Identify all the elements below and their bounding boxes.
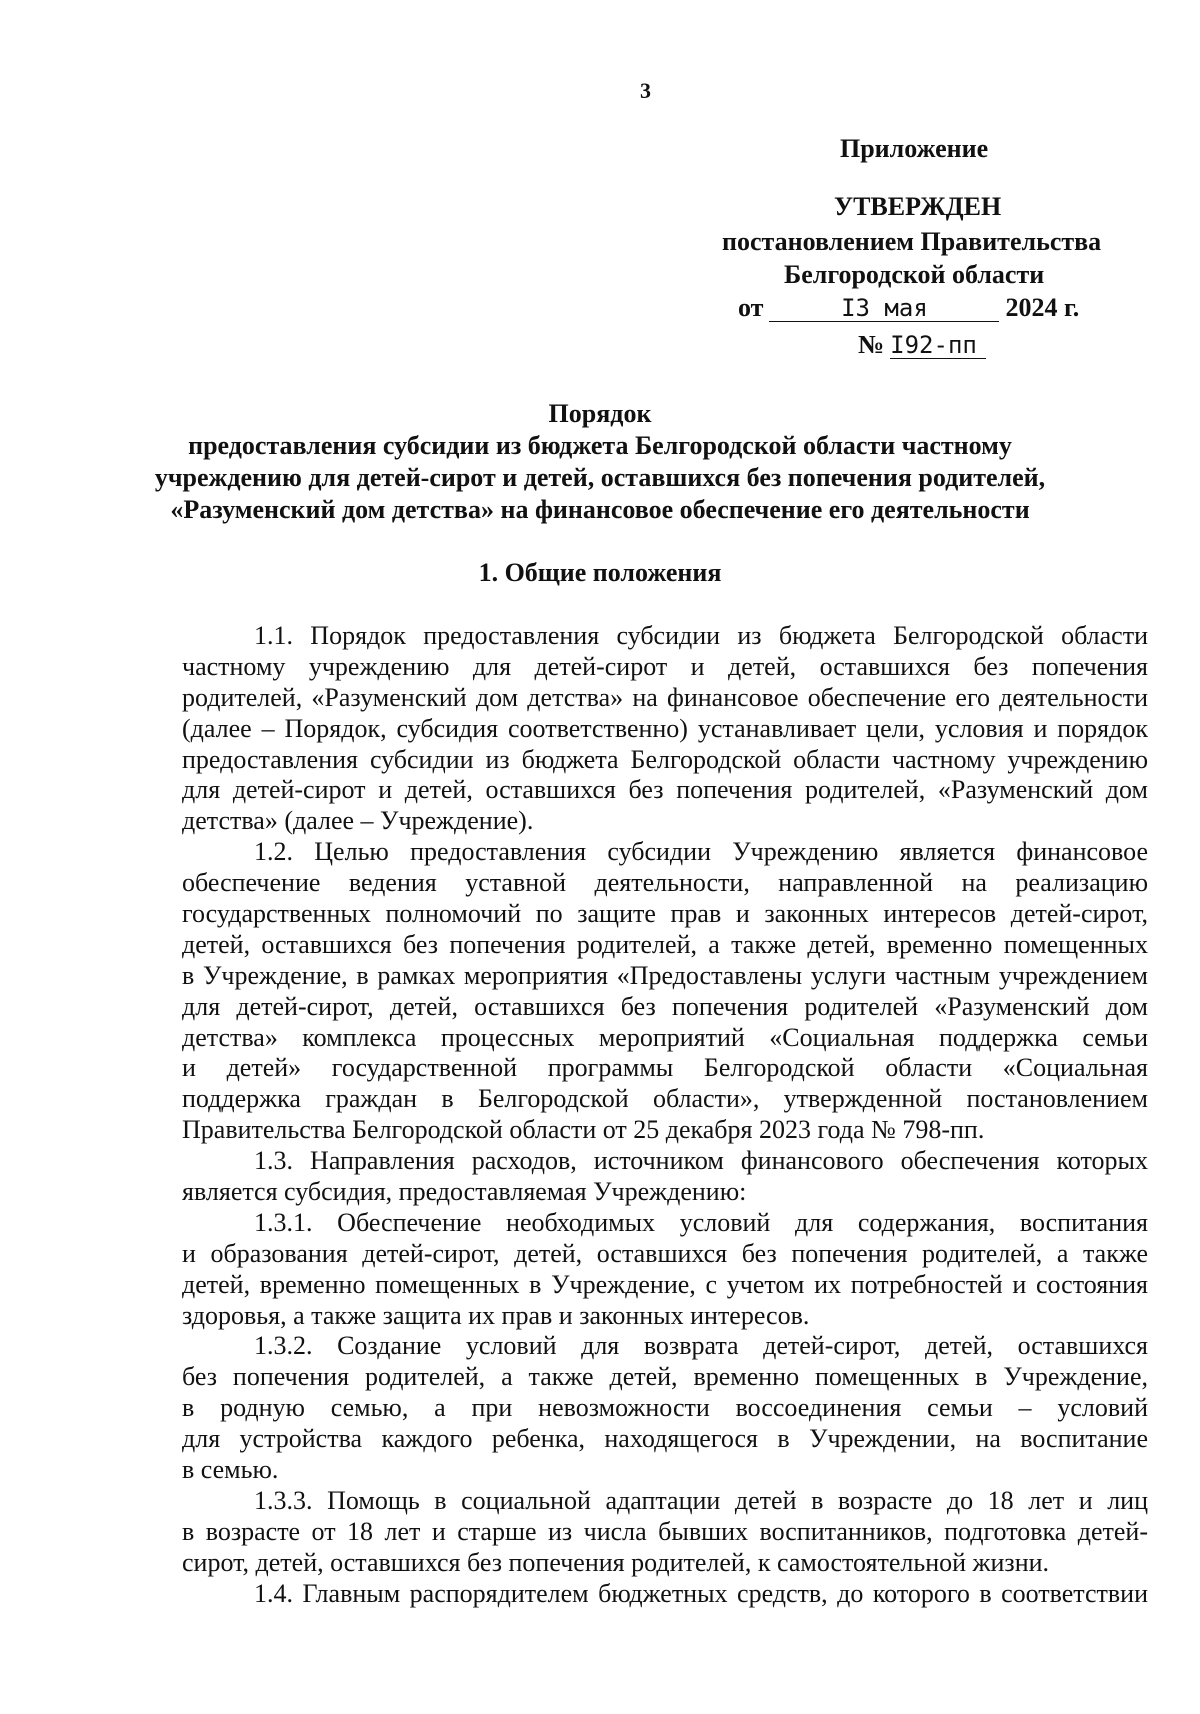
- body-line: детства» (далее – Учреждение).: [182, 806, 534, 836]
- body-line: в родную семью, а при невозможности воссоединения семьи – условий: [182, 1393, 1148, 1423]
- approval-number-row: [858, 330, 986, 360]
- body-line: Правительства Белгородской области от 25 декабря 2023 года № 798-пп.: [182, 1115, 985, 1145]
- body-line: для детей-сирот и детей, оставшихся без попечения родителей, «Разуменский дом: [182, 775, 1148, 805]
- body-line: в Учреждение, в рамках мероприятия «Предоставлены услуги частным учреждением: [182, 960, 1148, 990]
- title-line-2: предоставления субсидии из бюджета Белгородской области частному: [188, 431, 1012, 460]
- body-line: 1.3.3. Помощь в социальной адаптации детей в возрасте до 18 лет и лиц: [254, 1485, 1148, 1515]
- body-line: здоровья, а также защита их прав и законных интересов.: [182, 1300, 810, 1330]
- date-prefix: от: [738, 293, 764, 322]
- number-value: I92-пп: [890, 332, 986, 359]
- document-title: [150, 398, 1050, 526]
- body-line: обеспечение ведения уставной деятельности, направленной на реализацию: [182, 868, 1148, 898]
- body-line: 1.4. Главным распорядителем бюджетных средств, до которого в соответствии: [254, 1578, 1148, 1608]
- body-line: 1.1. Порядок предоставления субсидии из бюджета Белгородской области: [254, 621, 1148, 650]
- body-line: является субсидия, предоставляемая Учреждению:: [182, 1177, 747, 1207]
- approved-label: УТВЕРЖДЕН: [834, 192, 1002, 221]
- date-value: I3 мая: [769, 295, 999, 322]
- body-line: детства» комплекса процессных мероприятий «Социальная поддержка семьи: [182, 1022, 1148, 1052]
- section-heading-general: 1. Общие положения: [478, 558, 722, 587]
- body-text: [182, 621, 1148, 1610]
- title-line-1: Порядок: [548, 399, 652, 428]
- body-line: и образования детей-сирот, детей, оставшихся без попечения родителей, а также: [182, 1238, 1148, 1268]
- body-line: 1.2. Целью предоставления субсидии Учреждению является финансовое: [254, 837, 1148, 867]
- body-line: без попечения родителей, а также детей, временно помещенных в Учреждение,: [182, 1362, 1148, 1392]
- body-line: детей, временно помещенных в Учреждение, с учетом их потребностей и состояния: [182, 1269, 1148, 1299]
- body-line: для устройства каждого ребенка, находящегося в Учреждении, на воспитание: [182, 1424, 1148, 1454]
- body-line: родителей, «Разуменский дом детства» на финансовое обеспечение его деятельности: [182, 682, 1148, 712]
- approval-date-row: [738, 293, 1079, 323]
- body-line: предоставления субсидии из бюджета Белгородской области частному учреждению: [182, 744, 1148, 774]
- body-line: государственных полномочий по защите прав и законных интересов детей-сирот,: [182, 899, 1148, 929]
- approval-line-1: постановлением Правительства: [722, 227, 1102, 256]
- appendix-label: Приложение: [840, 134, 989, 163]
- body-line: поддержка граждан в Белгородской области», утвержденной постановлением: [182, 1084, 1148, 1114]
- body-line: 1.3. Направления расходов, источником финансового обеспечения которых: [254, 1146, 1148, 1176]
- body-line: в возрасте от 18 лет и старше из числа бывших воспитанников, подготовка детей-: [182, 1516, 1148, 1546]
- body-line: (далее – Порядок, субсидия соответственно) устанавливает цели, условия и порядок: [182, 713, 1148, 743]
- body-line: в семью.: [182, 1455, 279, 1485]
- body-line: 1.3.2. Создание условий для возврата детей-сирот, детей, оставшихся: [254, 1331, 1148, 1361]
- body-line: детей, оставшихся без попечения родителей, а также детей, временно помещенных: [182, 929, 1148, 959]
- page-number: 3: [640, 78, 651, 103]
- body-line: сирот, детей, оставшихся без попечения родителей, к самостоятельной жизни.: [182, 1547, 1050, 1577]
- approval-line-2: Белгородской области: [784, 260, 1045, 289]
- body-line: частному учреждению для детей-сирот и детей, оставшихся без попечения: [182, 651, 1148, 681]
- number-prefix: №: [858, 330, 885, 359]
- title-line-3: учреждению для детей-сирот и детей, оставшихся без попечения родителей,: [154, 463, 1046, 492]
- body-line: для детей-сирот, детей, оставшихся без попечения родителей «Разуменский дом: [182, 991, 1148, 1021]
- date-suffix: 2024 г.: [1005, 293, 1080, 322]
- body-line: 1.3.1. Обеспечение необходимых условий для содержания, воспитания: [254, 1207, 1148, 1237]
- body-line: и детей» государственной программы Белгородской области «Социальная: [182, 1053, 1148, 1083]
- title-line-4: «Разуменский дом детства» на финансовое обеспечение его деятельности: [170, 495, 1030, 524]
